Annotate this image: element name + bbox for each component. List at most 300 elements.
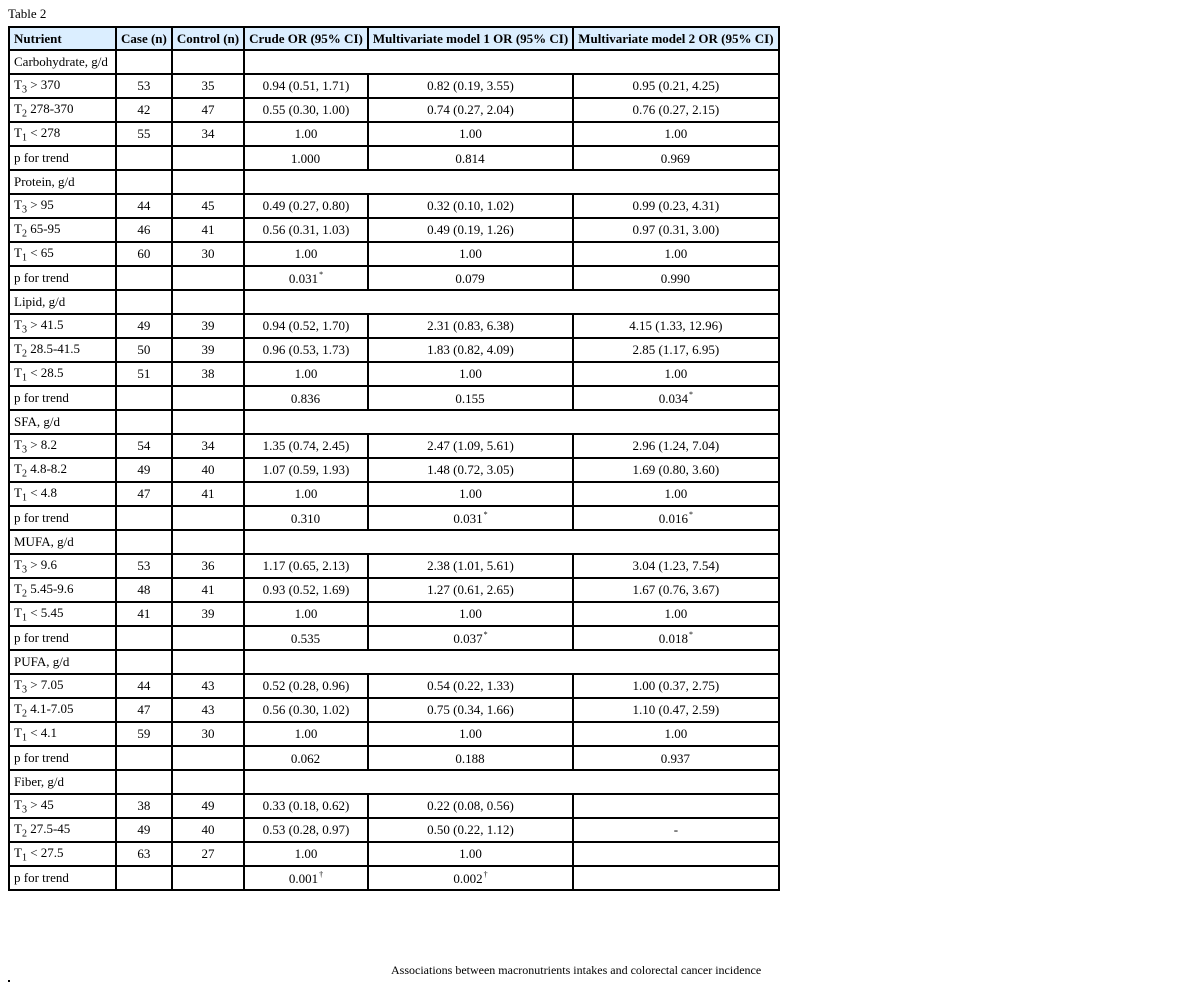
crude-trend (244, 386, 368, 410)
table-row (9, 74, 779, 98)
tertile-letter: T (14, 436, 22, 452)
model2-trend-value: 0.990 (660, 270, 690, 286)
tertile-range: > 41.5 (26, 316, 64, 332)
crude-or: 0.49 (0.27, 0.80) (244, 194, 368, 218)
model2-or: - (573, 818, 778, 842)
model1-or: 0.74 (0.27, 2.04) (368, 98, 573, 122)
model1-or: 1.00 (368, 242, 573, 266)
empty-cell (116, 386, 172, 410)
tertile-index: 2 (21, 468, 27, 480)
control-count: 38 (172, 362, 244, 386)
model2-or: 1.69 (0.80, 3.60) (573, 458, 778, 482)
empty-cell (172, 410, 244, 434)
crude-or: 0.93 (0.52, 1.69) (244, 578, 368, 602)
model1-or: 2.38 (1.01, 5.61) (368, 554, 573, 578)
empty-cell (172, 746, 244, 770)
crude-or: 0.56 (0.31, 1.03) (244, 218, 368, 242)
model2-trend (573, 866, 778, 890)
control-count: 43 (172, 674, 244, 698)
tertile-index: 1 (21, 852, 27, 864)
tertile-letter: T (14, 580, 22, 596)
tertile-range: < 4.8 (26, 484, 58, 500)
empty-cell (172, 770, 244, 794)
model1-trend (368, 266, 573, 290)
model2-or: 0.99 (0.23, 4.31) (573, 194, 778, 218)
trend-label: p for trend (9, 146, 116, 170)
model1-or: 1.00 (368, 362, 573, 386)
table-row (9, 674, 779, 698)
tertile-range: > 95 (26, 196, 54, 212)
model2-or: 3.04 (1.23, 7.54) (573, 554, 778, 578)
control-count: 41 (172, 482, 244, 506)
model2-or (573, 794, 778, 818)
case-count: 47 (116, 698, 172, 722)
control-count: 39 (172, 314, 244, 338)
tertile-letter: T (14, 724, 22, 740)
tertile-label (9, 458, 116, 482)
tertile-range: 65-95 (26, 220, 61, 236)
table-row (9, 98, 779, 122)
empty-cell (172, 290, 244, 314)
case-count: 49 (116, 314, 172, 338)
model1-trend-value: 0.155 (455, 390, 485, 406)
model2-trend (573, 626, 778, 650)
tertile-range: 4.1-7.05 (26, 700, 74, 716)
model1-or: 1.00 (368, 842, 573, 866)
significance-mark: * (483, 509, 488, 519)
tertile-range: > 45 (26, 796, 54, 812)
case-count: 50 (116, 338, 172, 362)
empty-cell (116, 290, 172, 314)
section-row (9, 530, 779, 554)
empty-cell (172, 386, 244, 410)
crude-trend (244, 626, 368, 650)
case-count: 47 (116, 482, 172, 506)
model2-trend (573, 746, 778, 770)
empty-cell (172, 866, 244, 890)
empty-cell (116, 530, 172, 554)
table-row (9, 554, 779, 578)
section-row (9, 50, 779, 74)
model1-trend-value: 0.002 (453, 870, 483, 886)
tertile-range: 28.5-41.5 (26, 340, 81, 356)
case-count: 60 (116, 242, 172, 266)
tertile-range: < 65 (26, 244, 54, 260)
case-count: 59 (116, 722, 172, 746)
case-count: 48 (116, 578, 172, 602)
model2-trend (573, 146, 778, 170)
crude-or: 1.17 (0.65, 2.13) (244, 554, 368, 578)
tertile-index: 3 (21, 564, 27, 576)
table-body (9, 50, 779, 890)
model1-trend-value: 0.037 (453, 630, 483, 646)
model1-trend-value: 0.079 (455, 270, 485, 286)
crude-or: 1.00 (244, 722, 368, 746)
trend-row (9, 386, 779, 410)
significance-mark: † (483, 869, 488, 879)
model1-or: 2.47 (1.09, 5.61) (368, 434, 573, 458)
tertile-range: < 5.45 (26, 604, 64, 620)
crude-trend (244, 866, 368, 890)
tertile-index: 1 (21, 132, 27, 144)
model2-or: 0.76 (0.27, 2.15) (573, 98, 778, 122)
tertile-label (9, 578, 116, 602)
tertile-label (9, 122, 116, 146)
empty-cell (116, 626, 172, 650)
tertile-label (9, 602, 116, 626)
model1-or: 0.50 (0.22, 1.12) (368, 818, 573, 842)
control-count: 35 (172, 74, 244, 98)
tertile-range: 5.45-9.6 (26, 580, 74, 596)
header-model2-or: Multivariate model 2 OR (95% CI) (573, 27, 778, 50)
tertile-label (9, 362, 116, 386)
tertile-range: > 8.2 (26, 436, 58, 452)
tertile-range: < 4.1 (26, 724, 58, 740)
case-count: 49 (116, 458, 172, 482)
tertile-index: 2 (21, 588, 27, 600)
trend-row (9, 626, 779, 650)
empty-cell (172, 170, 244, 194)
tertile-letter: T (14, 340, 22, 356)
tertile-label (9, 722, 116, 746)
model1-trend-value: 0.188 (455, 750, 485, 766)
trend-row (9, 506, 779, 530)
tertile-index: 1 (21, 492, 27, 504)
tertile-letter: T (14, 124, 22, 140)
section-row (9, 290, 779, 314)
section-name: Carbohydrate, g/d (9, 50, 116, 74)
section-row (9, 770, 779, 794)
model1-trend (368, 866, 573, 890)
tertile-letter: T (14, 676, 22, 692)
significance-mark: * (688, 389, 693, 399)
crude-or: 0.96 (0.53, 1.73) (244, 338, 368, 362)
crude-or: 1.35 (0.74, 2.45) (244, 434, 368, 458)
trend-row (9, 746, 779, 770)
crude-trend-value: 0.535 (290, 630, 321, 646)
tertile-range: < 278 (26, 124, 61, 140)
header-crude-or: Crude OR (95% CI) (244, 27, 368, 50)
tertile-index: 2 (21, 708, 27, 720)
model2-trend-value: 0.016 (658, 510, 688, 526)
crude-trend-value: 0.031 (288, 270, 319, 286)
crude-or: 0.94 (0.51, 1.71) (244, 74, 368, 98)
tertile-range: 4.8-8.2 (26, 460, 68, 476)
model2-or (573, 842, 778, 866)
table-row (9, 122, 779, 146)
tertile-letter: T (14, 364, 22, 380)
section-name: MUFA, g/d (9, 530, 116, 554)
header-case: Case (n) (116, 27, 172, 50)
empty-cell (172, 626, 244, 650)
model1-or: 1.48 (0.72, 3.05) (368, 458, 573, 482)
empty-cell (172, 266, 244, 290)
significance-mark: * (483, 629, 488, 639)
control-count: 43 (172, 698, 244, 722)
section-name: PUFA, g/d (9, 650, 116, 674)
tertile-index: 3 (21, 684, 27, 696)
header-model1-or: Multivariate model 1 OR (95% CI) (368, 27, 573, 50)
tertile-index: 3 (21, 84, 27, 96)
tertile-label (9, 842, 116, 866)
model2-or: 1.00 (573, 602, 778, 626)
tertile-label (9, 554, 116, 578)
table-row (9, 314, 779, 338)
trend-label: p for trend (9, 506, 116, 530)
control-count: 39 (172, 602, 244, 626)
section-name: SFA, g/d (9, 410, 116, 434)
crude-or: 0.94 (0.52, 1.70) (244, 314, 368, 338)
case-count: 51 (116, 362, 172, 386)
crude-trend (244, 506, 368, 530)
table-row (9, 578, 779, 602)
tertile-index: 2 (21, 828, 27, 840)
case-count: 53 (116, 74, 172, 98)
model2-or: 0.97 (0.31, 3.00) (573, 218, 778, 242)
model2-trend (573, 506, 778, 530)
empty-cell (116, 266, 172, 290)
tertile-range: > 370 (26, 76, 61, 92)
empty-cell (116, 50, 172, 74)
table-row (9, 218, 779, 242)
tertile-range: 27.5-45 (26, 820, 71, 836)
empty-cell (116, 506, 172, 530)
table-label: Table 2 (8, 6, 47, 21)
tertile-label (9, 794, 116, 818)
crude-trend-value: 0.836 (290, 390, 321, 406)
model1-trend (368, 146, 573, 170)
crude-trend-value: 0.310 (290, 510, 321, 526)
crude-or: 0.56 (0.30, 1.02) (244, 698, 368, 722)
crude-or: 1.00 (244, 482, 368, 506)
empty-cell (116, 410, 172, 434)
empty-cell (244, 290, 778, 314)
header-control: Control (n) (172, 27, 244, 50)
tertile-letter: T (14, 556, 22, 572)
crude-trend-value: 0.001 (288, 870, 319, 886)
trend-label: p for trend (9, 866, 116, 890)
model1-or: 0.82 (0.19, 3.55) (368, 74, 573, 98)
crude-or: 0.55 (0.30, 1.00) (244, 98, 368, 122)
table-row (9, 242, 779, 266)
tertile-range: < 27.5 (26, 844, 64, 860)
control-count: 40 (172, 818, 244, 842)
table-row (9, 698, 779, 722)
empty-cell (172, 50, 244, 74)
tertile-label (9, 818, 116, 842)
crude-or: 1.00 (244, 602, 368, 626)
model1-or: 0.32 (0.10, 1.02) (368, 194, 573, 218)
case-count: 46 (116, 218, 172, 242)
significance-mark: * (688, 509, 693, 519)
crude-trend-value: 0.062 (290, 750, 321, 766)
model2-or: 1.00 (573, 122, 778, 146)
empty-cell (116, 170, 172, 194)
case-count: 44 (116, 194, 172, 218)
model2-or: 1.00 (573, 722, 778, 746)
tertile-index: 2 (21, 108, 27, 120)
model2-or: 2.96 (1.24, 7.04) (573, 434, 778, 458)
tertile-letter: T (14, 316, 22, 332)
empty-cell (244, 650, 778, 674)
control-count: 34 (172, 434, 244, 458)
trend-label: p for trend (9, 266, 116, 290)
tertile-letter: T (14, 820, 22, 836)
tertile-letter: T (14, 100, 22, 116)
tertile-label (9, 482, 116, 506)
tertile-letter: T (14, 844, 22, 860)
tertile-index: 2 (21, 228, 27, 240)
tertile-label (9, 74, 116, 98)
tertile-label (9, 314, 116, 338)
model1-or: 2.31 (0.83, 6.38) (368, 314, 573, 338)
model1-trend-value: 0.031 (453, 510, 483, 526)
table-row (9, 794, 779, 818)
control-count: 39 (172, 338, 244, 362)
empty-cell (116, 146, 172, 170)
control-count: 40 (172, 458, 244, 482)
model2-or: 0.95 (0.21, 4.25) (573, 74, 778, 98)
model2-or: 1.10 (0.47, 2.59) (573, 698, 778, 722)
empty-cell (116, 650, 172, 674)
table-row (9, 818, 779, 842)
control-count: 47 (172, 98, 244, 122)
crude-or: 1.00 (244, 842, 368, 866)
control-count: 34 (172, 122, 244, 146)
trend-label: p for trend (9, 626, 116, 650)
trend-label: p for trend (9, 386, 116, 410)
table-header-row (9, 27, 779, 50)
trend-label: p for trend (9, 746, 116, 770)
case-count: 44 (116, 674, 172, 698)
empty-cell (244, 770, 778, 794)
model2-or: 4.15 (1.33, 12.96) (573, 314, 778, 338)
model1-or: 1.83 (0.82, 4.09) (368, 338, 573, 362)
tertile-letter: T (14, 796, 22, 812)
section-name: Fiber, g/d (9, 770, 116, 794)
model2-or: 1.00 (573, 482, 778, 506)
tertile-index: 1 (21, 612, 27, 624)
crude-trend-value: 1.000 (290, 150, 321, 166)
model2-or: 1.00 (0.37, 2.75) (573, 674, 778, 698)
empty-cell (116, 866, 172, 890)
model1-or: 1.00 (368, 122, 573, 146)
control-count: 30 (172, 242, 244, 266)
tertile-letter: T (14, 220, 22, 236)
tertile-index: 1 (21, 732, 27, 744)
tertile-label (9, 434, 116, 458)
tertile-letter: T (14, 244, 22, 260)
model1-or: 1.00 (368, 482, 573, 506)
section-row (9, 170, 779, 194)
empty-cell (244, 170, 778, 194)
case-count: 55 (116, 122, 172, 146)
tertile-index: 2 (21, 348, 27, 360)
model1-or: 0.49 (0.19, 1.26) (368, 218, 573, 242)
crude-or: 0.33 (0.18, 0.62) (244, 794, 368, 818)
tertile-letter: T (14, 484, 22, 500)
tertile-label (9, 338, 116, 362)
crude-or: 1.00 (244, 122, 368, 146)
model2-trend-value: 0.034 (658, 390, 688, 406)
tertile-letter: T (14, 460, 22, 476)
case-count: 42 (116, 98, 172, 122)
empty-cell (116, 770, 172, 794)
section-name: Lipid, g/d (9, 290, 116, 314)
case-count: 41 (116, 602, 172, 626)
tertile-index: 3 (21, 444, 27, 456)
trend-row (9, 866, 779, 890)
tertile-letter: T (14, 700, 22, 716)
model1-trend (368, 506, 573, 530)
control-count: 45 (172, 194, 244, 218)
table-row (9, 482, 779, 506)
table-caption: Associations between macronutrients intakes and colorectal cancer incidence (391, 963, 762, 977)
model2-trend (573, 266, 778, 290)
tertile-index: 3 (21, 804, 27, 816)
empty-cell (172, 650, 244, 674)
empty-cell (172, 530, 244, 554)
section-row (9, 650, 779, 674)
case-count: 49 (116, 818, 172, 842)
control-count: 27 (172, 842, 244, 866)
tertile-label (9, 194, 116, 218)
crude-or: 1.00 (244, 242, 368, 266)
table-row (9, 602, 779, 626)
control-count: 41 (172, 218, 244, 242)
tertile-letter: T (14, 76, 22, 92)
section-name: Protein, g/d (9, 170, 116, 194)
table-row (9, 434, 779, 458)
empty-cell (244, 530, 778, 554)
tertile-range: 278-370 (26, 100, 74, 116)
case-count: 54 (116, 434, 172, 458)
table-row (9, 194, 779, 218)
trend-row (9, 146, 779, 170)
crude-trend (244, 266, 368, 290)
case-count: 63 (116, 842, 172, 866)
model2-or: 1.67 (0.76, 3.67) (573, 578, 778, 602)
model1-trend (368, 386, 573, 410)
model2-trend-value: 0.937 (660, 750, 690, 766)
tertile-index: 1 (21, 372, 27, 384)
model2-trend-value: 0.018 (658, 630, 688, 646)
empty-cell (244, 50, 778, 74)
tertile-letter: T (14, 196, 22, 212)
control-count: 30 (172, 722, 244, 746)
table-row (9, 842, 779, 866)
tertile-index: 3 (21, 204, 27, 216)
significance-mark: * (319, 269, 324, 279)
tertile-label (9, 242, 116, 266)
table-row (9, 338, 779, 362)
tertile-range: < 28.5 (26, 364, 64, 380)
model2-trend (573, 386, 778, 410)
model2-trend-value: 0.969 (660, 150, 690, 166)
model1-or: 0.54 (0.22, 1.33) (368, 674, 573, 698)
data-table (8, 26, 780, 891)
model2-or: 1.00 (573, 362, 778, 386)
tertile-index: 1 (21, 252, 27, 264)
tertile-range: > 9.6 (26, 556, 58, 572)
significance-mark: * (688, 629, 693, 639)
table-row (9, 362, 779, 386)
model2-or: 1.00 (573, 242, 778, 266)
tertile-label (9, 98, 116, 122)
tertile-letter: T (14, 604, 22, 620)
model2-or: 2.85 (1.17, 6.95) (573, 338, 778, 362)
section-row (9, 410, 779, 434)
